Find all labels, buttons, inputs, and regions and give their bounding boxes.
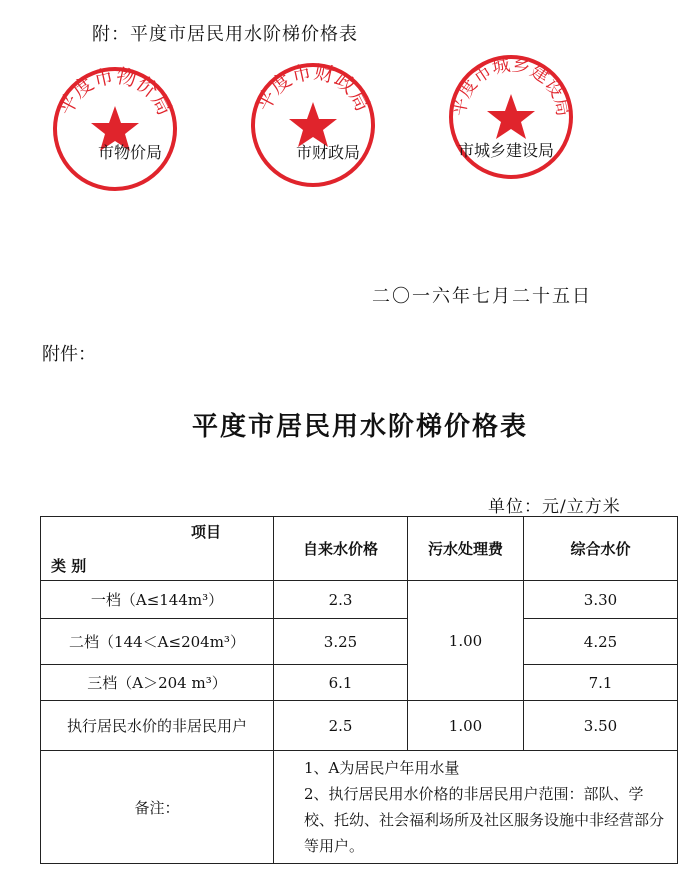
- seal-org-text: 平度市物价局: [52, 64, 178, 120]
- row-sewage-shared: 1.00: [408, 581, 524, 701]
- issue-date: 二〇一六年七月二十五日: [372, 286, 592, 307]
- row-category: 执行居民水价的非居民用户: [41, 701, 274, 751]
- row-total: 3.30: [524, 581, 678, 619]
- row-tap-water: 3.25: [274, 619, 408, 665]
- header-corner-cell: [41, 517, 274, 581]
- attachment-title: 附：平度市居民用水阶梯价格表: [92, 24, 358, 45]
- row-total: 4.25: [524, 619, 678, 665]
- seal-org-text: 平度市城乡建设局: [448, 54, 574, 118]
- attachment-label: 附件：: [42, 344, 96, 365]
- header-sewage: 污水处理费: [408, 517, 524, 581]
- notes-content: [274, 751, 678, 864]
- row-category: 三档（A＞204 m³）: [41, 665, 274, 701]
- table-row: [41, 581, 678, 619]
- header-category: 类 别: [51, 557, 87, 575]
- table-row-nonresident: [41, 701, 678, 751]
- header-tap-water: 自来水价格: [274, 517, 408, 581]
- official-seal: [446, 52, 576, 182]
- row-tap-water: 2.3: [274, 581, 408, 619]
- row-category: 一档（A≤144m³）: [41, 581, 274, 619]
- signature-construction-bureau: 市城乡建设局: [458, 141, 555, 160]
- document-title: 平度市居民用水阶梯价格表: [191, 412, 528, 442]
- table-row: [41, 619, 678, 665]
- row-category: 二档（144＜A≤204m³）: [41, 619, 274, 665]
- official-seal: [248, 60, 378, 190]
- official-seal: [50, 64, 180, 194]
- header-item: 项目: [191, 523, 222, 541]
- signature-price-bureau: 市物价局: [98, 143, 163, 162]
- note-line-1: 1、A为居民户年用水量: [304, 759, 460, 777]
- signature-finance-bureau: 市财政局: [296, 143, 361, 162]
- row-tap-water: 6.1: [274, 665, 408, 701]
- price-table: [40, 516, 678, 864]
- table-row: [41, 665, 678, 701]
- row-tap-water: 2.5: [274, 701, 408, 751]
- table-notes-row: [41, 751, 678, 864]
- unit-label: 单位：元/立方米: [488, 497, 621, 517]
- notes-label: 备注：: [41, 751, 274, 864]
- note-line-2: 2、执行居民用水价格的非居民用户范围：部队、学校、托幼、社会福利场所及社区服务设施中非经营部分等用户。: [304, 785, 665, 855]
- table-header-row: [41, 517, 678, 581]
- seal-org-text: 平度市财政局: [250, 60, 376, 116]
- row-sewage: 1.00: [408, 701, 524, 751]
- header-total: 综合水价: [524, 517, 678, 581]
- row-total: 3.50: [524, 701, 678, 751]
- row-total: 7.1: [524, 665, 678, 701]
